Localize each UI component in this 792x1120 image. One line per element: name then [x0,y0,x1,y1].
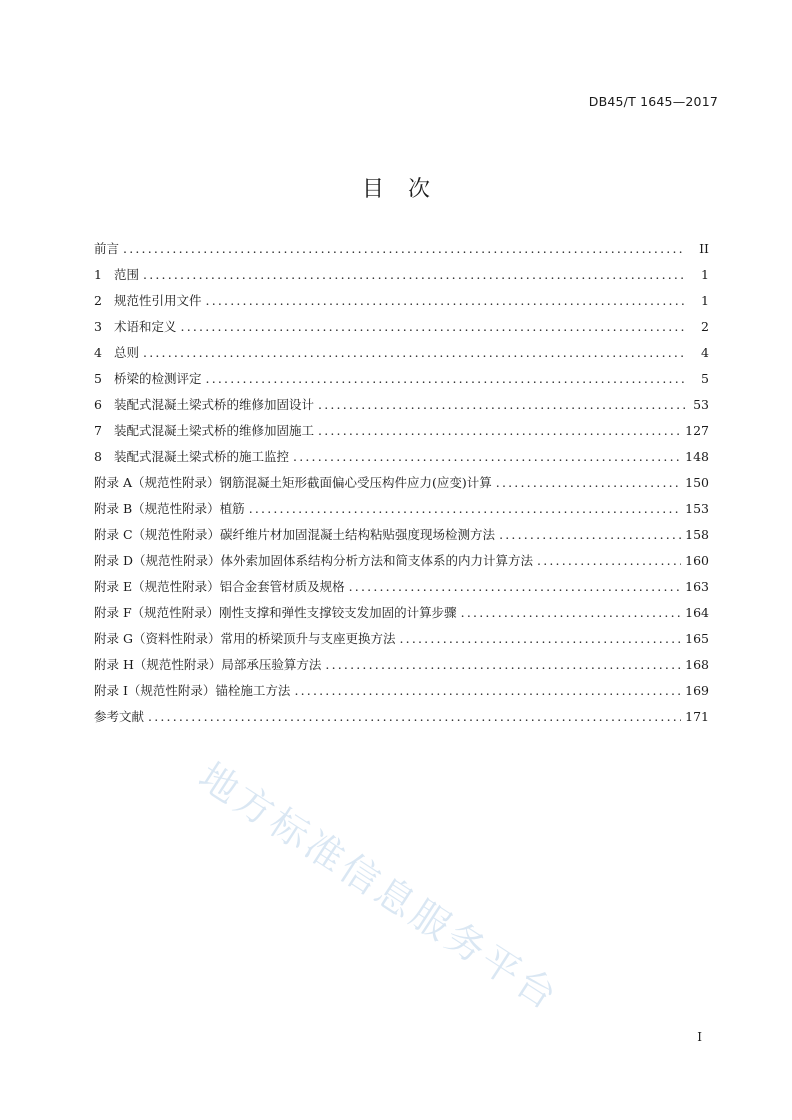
toc-entry-title: 装配式混凝土梁式桥的施工监控 [114,449,290,464]
toc-entry-appendix-d[interactable] [94,548,709,574]
appendix-tag: 附录 B（规范性附录） [94,501,220,516]
toc-entry-title: 规范性引用文件 [114,293,202,308]
toc-entry-title: 锚栓施工方法 [215,683,291,698]
toc-entry-4[interactable] [94,340,709,366]
toc-entry-7[interactable] [94,418,709,444]
toc-entry-title: 常用的桥梁顶升与支座更换方法 [220,631,396,646]
toc-entry-foreword[interactable] [94,236,709,262]
toc-entry-number: 5 [94,371,102,386]
dot-leader [349,574,682,600]
toc-entry-1[interactable] [94,262,709,288]
toc-entry-title: 参考文献 [94,709,145,724]
toc-entry-references[interactable] [94,704,709,730]
document-code: DB45/T 1645—2017 [588,94,718,109]
toc-page-number: 150 [685,475,709,490]
toc-entry-number: 3 [94,319,102,334]
toc-entry-title: 体外索加固体系结构分析方法和简支体系的内力计算方法 [220,553,534,568]
appendix-tag: 附录 A（规范性附录） [94,475,220,490]
toc-entry-title: 装配式混凝土梁式桥的维修加固施工 [114,423,315,438]
toc-entry-3[interactable] [94,314,709,340]
toc-page-number: 163 [685,579,709,594]
toc-page-number: 171 [685,709,709,724]
toc-entry-number: 8 [94,449,102,464]
appendix-tag: 附录 F（规范性附录） [94,605,220,620]
toc-page-number: 160 [685,553,709,568]
dot-leader [181,314,685,340]
dot-leader [148,704,681,730]
title-char-2: 次 [408,177,431,202]
toc-entry-number: 1 [94,267,102,282]
toc-entry-number: 6 [94,397,102,412]
toc-page-number: 5 [701,371,709,386]
toc-entry-appendix-g[interactable] [94,626,709,652]
appendix-tag: 附录 I（规范性附录） [94,683,216,698]
toc-page-number: 2 [701,319,709,334]
dot-leader [249,496,681,522]
toc-entry-title: 植筋 [219,501,245,516]
toc-entry-number: 7 [94,423,102,438]
toc-entry-title: 局部承压验算方法 [221,657,322,672]
toc-entry-number: 4 [94,345,102,360]
toc-page-number: 168 [685,657,709,672]
toc-page-number: 164 [685,605,709,620]
toc-entry-title: 前言 [94,241,120,256]
appendix-tag: 附录 D（规范性附录） [94,553,221,568]
toc-entry-appendix-a[interactable] [94,470,709,496]
toc-page-number: 153 [685,501,709,516]
toc-entry-title: 铝合金套管材质及规格 [219,579,345,594]
toc-page-number: 127 [685,423,709,438]
toc-entry-appendix-e[interactable] [94,574,709,600]
toc-entry-appendix-i[interactable] [94,678,709,704]
appendix-tag: 附录 E（规范性附录） [94,579,220,594]
title-char-1: 目 [361,177,384,202]
toc-entry-number: 2 [94,293,102,308]
dot-leader [143,340,685,366]
page-title [0,172,792,203]
toc-entry-title: 钢筋混凝土矩形截面偏心受压构件应力(应变)计算 [219,475,492,490]
dot-leader [143,262,685,288]
toc-entry-6[interactable] [94,392,709,418]
dot-leader [461,600,681,626]
toc-entry-title: 装配式混凝土梁式桥的维修加固设计 [114,397,315,412]
toc-entry-title: 碳纤维片材加固混凝土结构粘贴强度现场检测方法 [220,527,496,542]
dot-leader [318,418,681,444]
page-number: I [697,1030,702,1044]
toc-entry-title: 总则 [114,345,140,360]
toc-entry-title: 术语和定义 [114,319,177,334]
watermark: 地方标准信息服务平台 [191,753,568,1020]
toc-entry-appendix-h[interactable] [94,652,709,678]
toc-page-number: 53 [693,397,709,412]
toc-entry-appendix-b[interactable] [94,496,709,522]
dot-leader [318,392,685,418]
toc-entry-8[interactable] [94,444,709,470]
dot-leader [293,444,681,470]
toc-entry-5[interactable] [94,366,709,392]
toc-entry-title: 范围 [114,267,140,282]
toc-page-number: 158 [685,527,709,542]
dot-leader [325,652,681,678]
toc-page-number: 169 [685,683,709,698]
toc-entry-2[interactable] [94,288,709,314]
dot-leader [399,626,681,652]
dot-leader [206,366,685,392]
appendix-tag: 附录 C（规范性附录） [94,527,221,542]
toc-page-number: II [699,241,709,256]
toc-page-number: 165 [685,631,709,646]
appendix-tag: 附录 G（资料性附录） [94,631,221,646]
toc-entry-title: 桥梁的检测评定 [114,371,202,386]
table-of-contents [94,236,709,730]
toc-page-number: 4 [701,345,709,360]
dot-leader [206,288,685,314]
dot-leader [123,236,685,262]
dot-leader [496,470,681,496]
dot-leader [294,678,681,704]
toc-page-number: 1 [701,267,709,282]
dot-leader [499,522,681,548]
dot-leader [537,548,681,574]
toc-entry-appendix-c[interactable] [94,522,709,548]
appendix-tag: 附录 H（规范性附录） [94,657,222,672]
toc-entry-appendix-f[interactable] [94,600,709,626]
toc-page-number: 1 [701,293,709,308]
toc-entry-title: 刚性支撑和弹性支撑铰支发加固的计算步骤 [219,605,457,620]
toc-page-number: 148 [685,449,709,464]
